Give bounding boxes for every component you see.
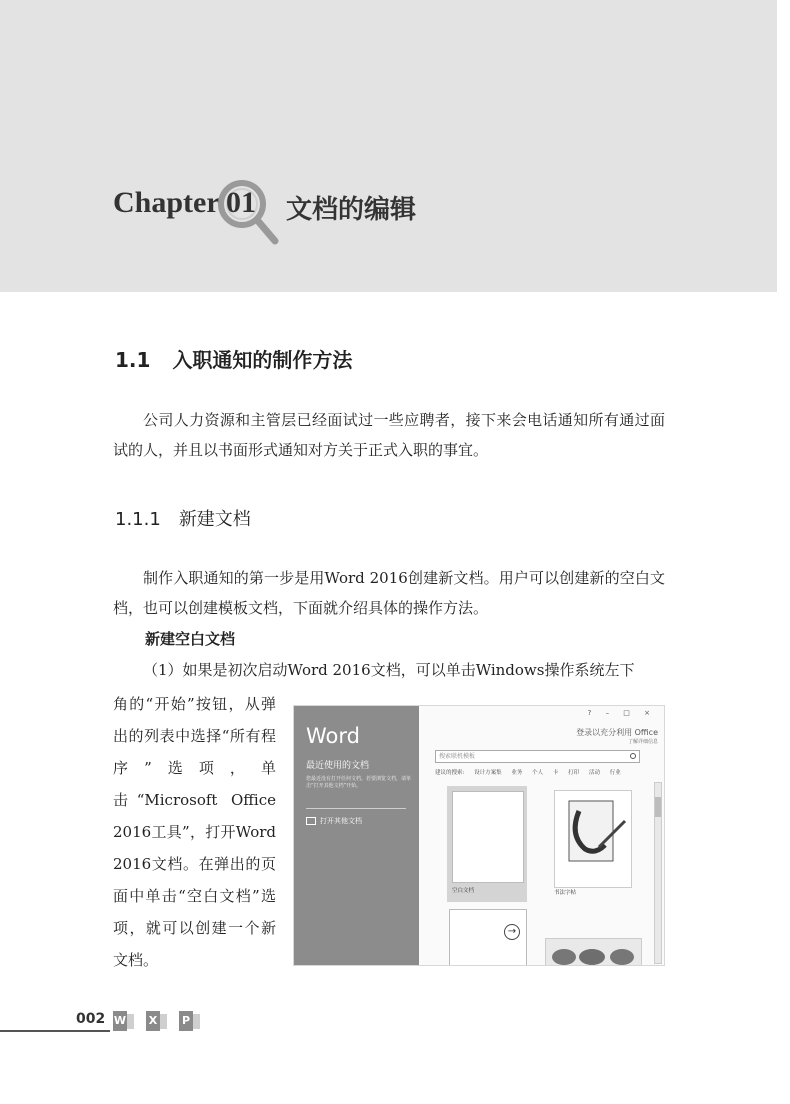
category-item[interactable]: 打印 [568, 770, 580, 776]
subsection-paragraph: 制作入职通知的第一步是用Word 2016创建新文档。用户可以创建新的空白文档，也可以创建模板文档，下面就介绍具体的操作方法。 [113, 569, 665, 617]
recent-title: 最近使用的文档 [306, 761, 370, 771]
calligraphy-template-label: 书法字帖 [554, 890, 577, 896]
step-1-line: （1）如果是初次启动Word 2016文档，可以单击Windows操作系统左下 [143, 661, 635, 679]
art-template[interactable] [545, 938, 642, 966]
window-controls[interactable]: ? – □ × [587, 709, 656, 717]
subsection-heading [115, 505, 251, 531]
powerpoint-icon-letter: P [179, 1011, 193, 1031]
start-main [419, 706, 664, 965]
section-heading [115, 344, 352, 373]
subsection-title: 新建文档 [178, 509, 251, 530]
category-item: 建议的搜索: [435, 770, 465, 776]
word-icon [113, 1011, 135, 1031]
subsection-number: 1.1.1 [115, 509, 161, 530]
open-other-label: 打开其他文档 [320, 817, 362, 825]
category-item[interactable]: 卡 [552, 770, 559, 776]
category-item[interactable]: 行业 [609, 770, 621, 776]
calligraphy-template[interactable] [554, 790, 632, 888]
excel-icon [146, 1011, 168, 1031]
chapter-label: Chapter [113, 186, 220, 219]
learn-more-link[interactable]: 了解详细信息 [627, 739, 658, 745]
signin-link[interactable]: 登录以充分利用 Office [576, 728, 658, 737]
welcome-tour-template[interactable] [449, 909, 527, 966]
suggested-searches [435, 768, 629, 776]
search-placeholder: 搜索联机模板 [439, 753, 476, 760]
powerpoint-icon [179, 1011, 201, 1031]
app-name: Word [306, 724, 360, 748]
animal-illustration-icon [546, 939, 641, 966]
search-icon[interactable] [630, 753, 636, 759]
section-title: 入职通知的制作方法 [172, 348, 353, 372]
word-icon-letter: W [113, 1011, 127, 1031]
word-start-screenshot [293, 705, 665, 966]
footer-rule [0, 1030, 110, 1032]
sidebar-divider [306, 808, 406, 809]
template-search-input[interactable] [435, 750, 640, 763]
section-number: 1.1 [115, 348, 151, 372]
excel-icon-letter: X [146, 1011, 160, 1031]
section-intro: 公司人力资源和主管层已经面试过一些应聘者，接下来会电话通知所有通过面试的人，并且以书面形式通知对方关于正式入职的事宜。 [113, 411, 665, 459]
scroll-thumb[interactable] [655, 797, 661, 817]
chapter-banner [0, 0, 777, 292]
category-item[interactable]: 业务 [511, 770, 523, 776]
category-item[interactable]: 设计方案集 [474, 770, 502, 776]
category-item[interactable]: 个人 [532, 770, 544, 776]
template-scrollbar[interactable] [654, 782, 662, 964]
blank-template-label: 空白文档 [452, 888, 475, 894]
category-item[interactable]: 活动 [588, 770, 600, 776]
start-sidebar [294, 706, 419, 965]
blank-doc-heading: 新建空白文档 [145, 630, 236, 648]
chapter-title: 文档的编辑 [286, 195, 417, 225]
recent-description: 您最近没有打开任何文档。若要浏览文档，请单击“打开其他文档”开始。 [306, 776, 412, 789]
page-number: 002 [76, 1011, 106, 1027]
calligraphy-brush-icon [555, 791, 631, 887]
blank-document-template[interactable] [447, 786, 527, 902]
blank-page-thumbnail [452, 791, 524, 883]
arrow-right-icon: → [504, 924, 520, 940]
chapter-number: 01 [226, 186, 256, 219]
step-1-wrap: 角的“开始”按钮，从弹出的列表中选择“所有程序”选项，单击“Microsoft Office 2016工具”，打开Word 2016文档。在弹出的页面中单击“空白文档”选项，就可以创建一个新文档。 [113, 695, 276, 969]
open-other-link[interactable] [306, 816, 362, 826]
folder-icon [306, 817, 316, 825]
